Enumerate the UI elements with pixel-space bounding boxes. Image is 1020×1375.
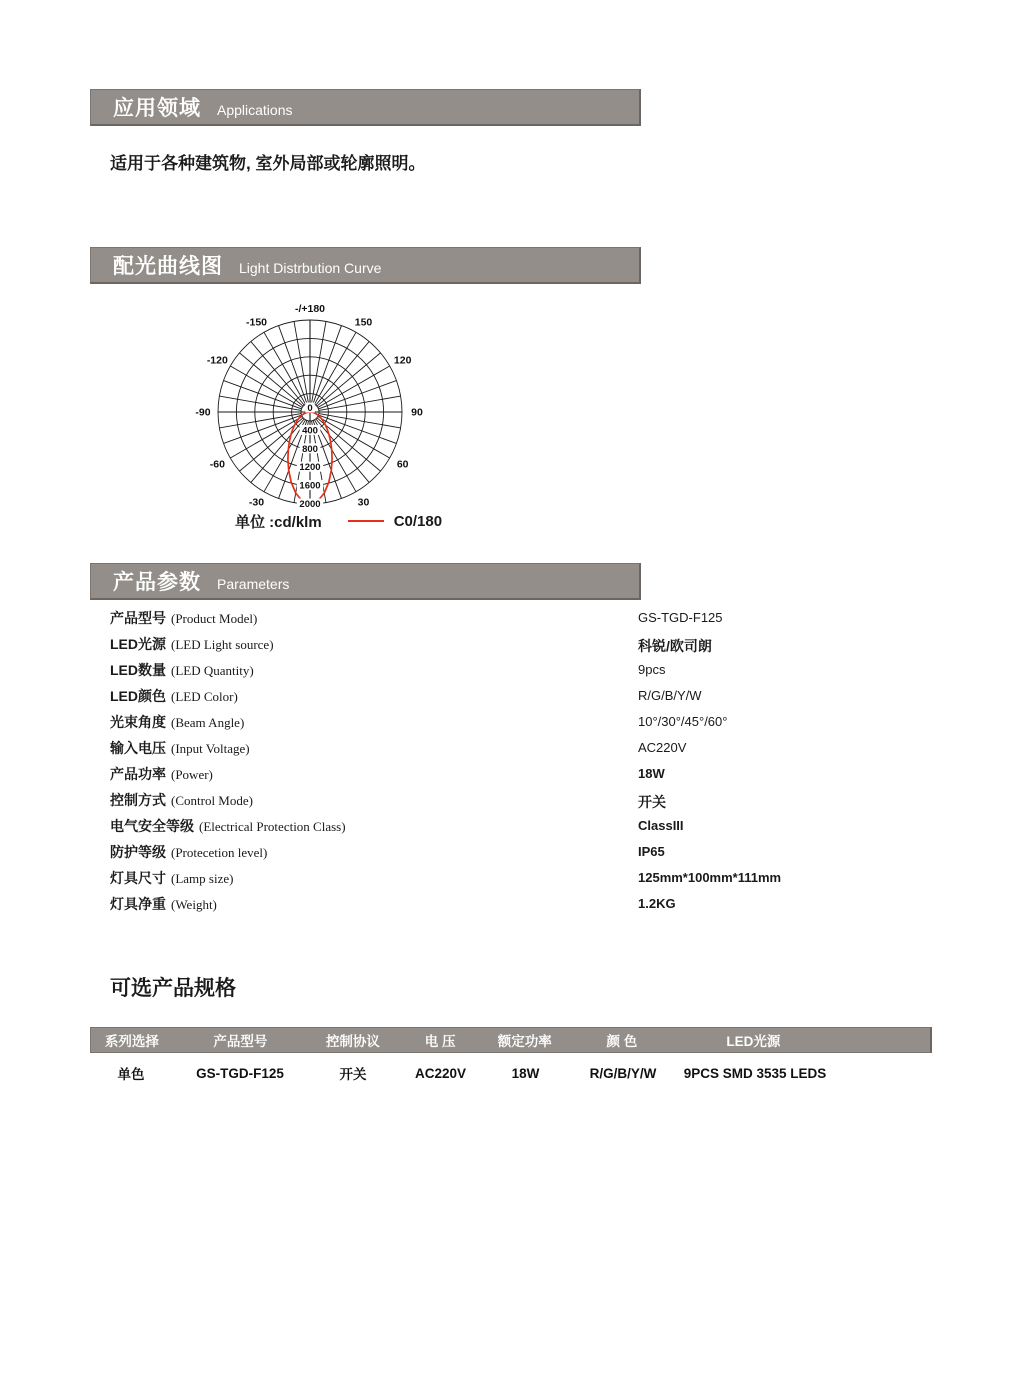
parameter-value: AC220V	[638, 740, 687, 755]
parameters-title-en: Parameters	[217, 576, 290, 592]
parameter-label-zh: 光束角度	[110, 714, 166, 730]
parameter-label-zh: 防护等级	[110, 844, 166, 860]
svg-text:400: 400	[302, 425, 318, 437]
options-cell: AC220V	[414, 1065, 467, 1081]
polar-grid	[160, 304, 460, 519]
parameter-row	[110, 842, 940, 868]
parameter-row	[110, 738, 940, 764]
parameter-label-zh: 输入电压	[110, 740, 166, 756]
parameter-value: 科锐/欧司朗	[638, 638, 712, 654]
svg-text:120: 120	[393, 354, 412, 367]
svg-text:-/+180: -/+180	[294, 304, 326, 315]
parameter-label-en: (Protecetion level)	[171, 845, 268, 860]
light-distribution-chart	[160, 304, 460, 519]
svg-text:2000: 2000	[299, 499, 321, 510]
options-cell: R/G/B/Y/W	[589, 1065, 657, 1081]
parameter-label-zh: LED光源	[110, 636, 166, 652]
options-header-cell: 颜 色	[606, 1034, 638, 1049]
options-cell: 18W	[511, 1065, 540, 1081]
parameter-value: 18W	[638, 766, 665, 781]
parameter-row	[110, 790, 940, 816]
section-header-light-curve	[90, 247, 641, 284]
options-cell: GS-TGD-F125	[196, 1065, 284, 1081]
svg-text:30: 30	[357, 496, 370, 509]
svg-text:800: 800	[302, 443, 318, 455]
parameters-title-zh: 产品参数	[113, 571, 201, 594]
svg-text:-120: -120	[206, 354, 228, 367]
options-cell: 单色	[117, 1067, 145, 1082]
svg-text:1200: 1200	[299, 462, 321, 474]
svg-text:0: 0	[307, 403, 313, 414]
parameter-label-zh: LED数量	[110, 662, 166, 678]
parameter-label-en: (Beam Angle)	[171, 715, 245, 730]
parameter-label-zh: 灯具净重	[110, 896, 166, 912]
options-header-cell: 系列选择	[104, 1034, 159, 1049]
options-table-row	[90, 1062, 932, 1084]
svg-text:90: 90	[411, 406, 423, 419]
parameter-row	[110, 868, 940, 894]
parameter-label-zh: 电气安全等级	[110, 818, 194, 834]
parameter-label-zh: 控制方式	[110, 792, 166, 808]
parameter-label-en: (Power)	[171, 767, 213, 782]
parameter-label-en: (LED Quantity)	[171, 663, 254, 678]
parameter-value: GS-TGD-F125	[638, 610, 723, 625]
svg-text:-60: -60	[209, 458, 225, 471]
options-header-cell: 电 压	[424, 1034, 456, 1049]
parameter-value: 125mm*100mm*111mm	[638, 870, 782, 885]
parameter-label-en: (LED Color)	[171, 689, 238, 704]
parameter-row	[110, 634, 940, 660]
svg-text:-150: -150	[245, 316, 268, 329]
parameter-value: IP65	[638, 844, 665, 859]
parameter-value: 开关	[638, 794, 666, 810]
options-header-cell: LED光源	[726, 1034, 781, 1049]
parameter-label-zh: 产品功率	[110, 766, 166, 782]
light-curve-title-zh: 配光曲线图	[113, 255, 223, 278]
parameter-row	[110, 894, 940, 920]
parameter-value: ClassIII	[638, 818, 684, 833]
applications-description: 适用于各种建筑物, 室外局部或轮廓照明。	[110, 154, 426, 173]
options-cell: 9PCS SMD 3535 LEDS	[683, 1065, 827, 1081]
options-header-cell: 产品型号	[213, 1034, 268, 1049]
applications-title-en: Applications	[217, 102, 293, 118]
section-header-applications	[90, 89, 641, 126]
svg-text:-30: -30	[248, 496, 265, 509]
parameter-row	[110, 764, 940, 790]
options-table-header-row	[90, 1027, 932, 1053]
parameter-value: 9pcs	[638, 662, 666, 677]
parameter-value: 10°/30°/45°/60°	[638, 714, 728, 729]
svg-text:60: 60	[396, 458, 409, 471]
parameter-label-en: (Input Voltage)	[171, 741, 250, 756]
parameter-label-zh: 灯具尺寸	[110, 870, 166, 886]
options-table-body	[90, 1062, 932, 1084]
parameter-label-zh: 产品型号	[110, 610, 166, 626]
light-curve-title-en: Light Distrbution Curve	[239, 260, 382, 276]
applications-title-zh: 应用领域	[113, 97, 201, 120]
options-header-cell: 控制协议	[325, 1034, 380, 1049]
parameter-label-en: (Weight)	[171, 897, 217, 912]
parameter-row	[110, 712, 940, 738]
chart-legend	[235, 512, 442, 530]
parameter-value: R/G/B/Y/W	[638, 688, 702, 703]
options-table	[90, 1027, 932, 1084]
legend-line-icon	[348, 520, 384, 522]
parameter-row	[110, 608, 940, 634]
options-header-cell: 额定功率	[497, 1034, 552, 1049]
parameters-list	[110, 608, 940, 920]
svg-text:150: 150	[354, 316, 373, 329]
parameter-row	[110, 660, 940, 686]
parameter-label-en: (Lamp size)	[171, 871, 234, 886]
parameter-label-en: (Electrical Protection Class)	[199, 819, 346, 834]
parameter-label-en: (Control Mode)	[171, 793, 253, 808]
parameter-label-en: (LED Light source)	[171, 637, 274, 652]
parameter-row	[110, 816, 940, 842]
parameter-label-en: (Product Model)	[171, 611, 258, 626]
svg-text:-90: -90	[195, 406, 211, 419]
options-cell: 开关	[339, 1067, 367, 1082]
parameter-label-zh: LED颜色	[110, 688, 166, 704]
options-title: 可选产品规格	[110, 977, 236, 1000]
parameter-row	[110, 686, 940, 712]
legend-series-label: C0/180	[393, 512, 443, 530]
section-header-parameters	[90, 563, 641, 600]
chart-unit-label: 单位 :cd/klm	[235, 513, 322, 531]
svg-text:1600: 1600	[299, 480, 321, 492]
parameter-value: 1.2KG	[638, 896, 676, 911]
